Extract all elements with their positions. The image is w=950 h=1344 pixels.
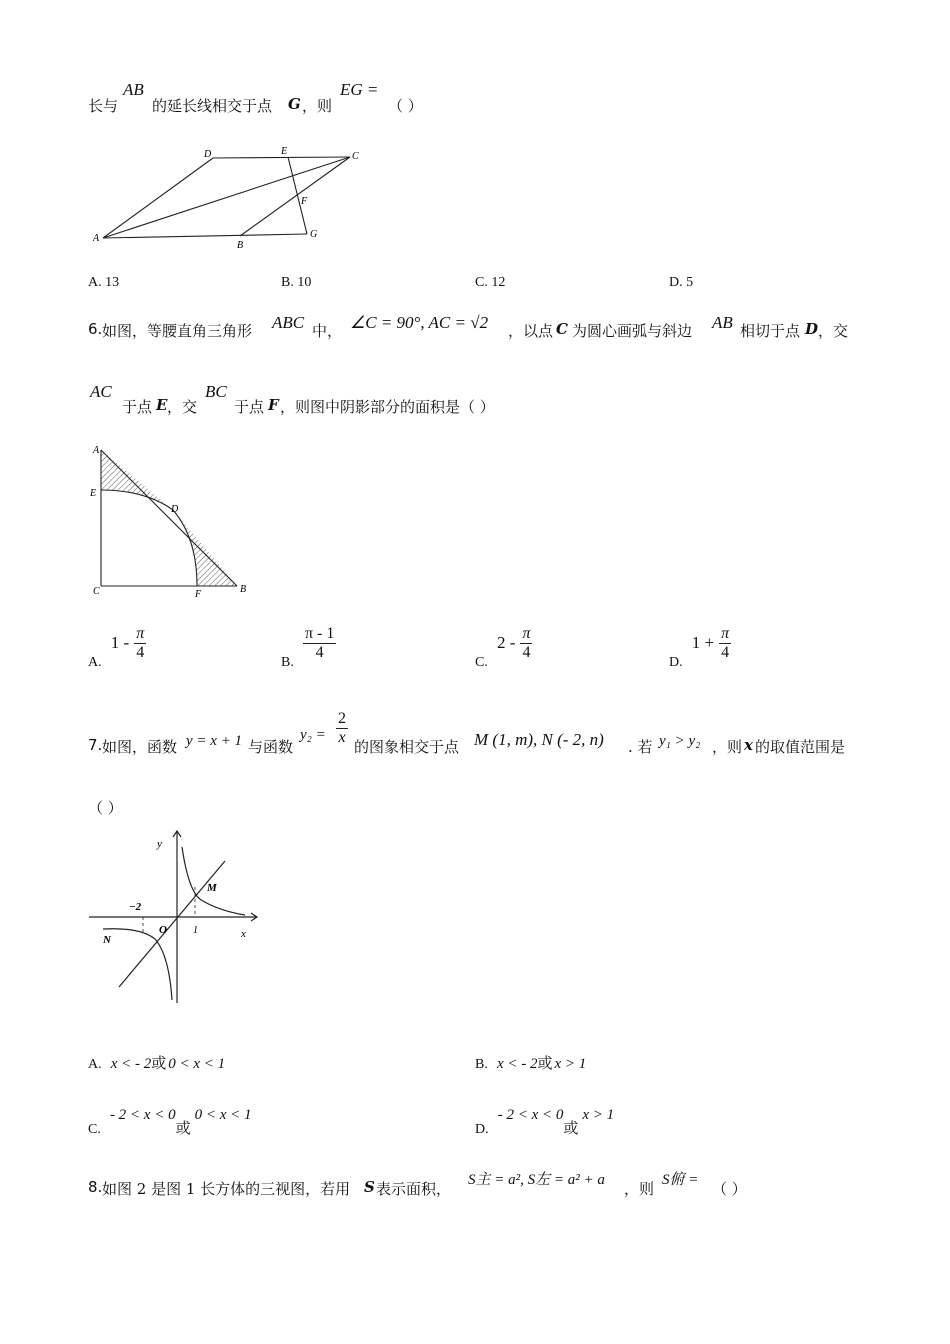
q7-option-b-label: B. [475, 1057, 488, 1072]
q6-point-c: C [556, 320, 568, 338]
q8-paren: （ ） [712, 1180, 747, 1198]
q7-label-y: y [157, 838, 162, 850]
q6-bc: BC [205, 382, 227, 401]
q7-option-a-or: 或 [151, 1054, 167, 1072]
q7-label-n: N [103, 934, 111, 946]
q7-option-b-part1: x < - 2 [496, 1056, 538, 1072]
q6-text-i: 于点 [234, 398, 265, 416]
q8-expression: S主 = a², S左 = a² + a [468, 1172, 605, 1188]
q5-option-a[interactable]: A. 13 [88, 275, 120, 290]
q5-label-a: A [93, 233, 100, 244]
q6-point-f: F [268, 396, 279, 414]
q7-option-d-part2: x > 1 [582, 1107, 615, 1123]
q7-option-d-label: D. [475, 1122, 489, 1137]
q6-text-h: ，交 [167, 398, 198, 416]
q5-ab: AB [123, 80, 144, 99]
q6-abc: ABC [272, 313, 305, 332]
q5-label-b: B [237, 240, 244, 251]
q6-option-a-fraction: $\frac{\pi}{4}$ [136, 625, 145, 661]
q5-option-b[interactable]: B. 10 [281, 275, 312, 290]
q6-point-d: D [805, 320, 819, 338]
q5-label-d: D [204, 149, 212, 160]
q6-text-g: 于点 [122, 398, 153, 416]
q8-text-c: ，则 [624, 1180, 655, 1198]
q8-s: S [364, 1178, 375, 1196]
q7-option-d-part1: - 2 < x < 0 [497, 1107, 564, 1123]
q6-point-e: E [156, 396, 168, 414]
q7-option-a-label: A. [88, 1057, 102, 1072]
q6-ab: AB [712, 313, 733, 332]
q6-label-b: B [240, 584, 247, 595]
q6-label-d: D [171, 504, 179, 515]
q7-option-b[interactable] [475, 1052, 586, 1073]
q5-paren: （ ） [388, 97, 423, 115]
q6-text-f: ，交 [818, 322, 849, 340]
q7-text-c: 的图象相交于点 [354, 738, 460, 756]
q6-option-d-pre: 1 + [691, 633, 715, 652]
q6-option-a-label: A. [88, 655, 102, 670]
q7-label-neg2: −2 [129, 901, 142, 913]
q7-points: M (1, m), N (- 2, n) [474, 730, 604, 749]
q6-option-b-fraction: $\frac{\pi - 1}{4}$ [304, 625, 335, 661]
q5-parallelogram-figure [85, 140, 375, 255]
q5-eg: EG = [340, 80, 379, 99]
q6-triangle-figure [85, 438, 255, 603]
q6-text-e: 相切于点 [740, 322, 801, 340]
q8-text-b: 表示面积， [376, 1180, 452, 1198]
q7-option-c-label: C. [88, 1122, 101, 1137]
q6-option-b[interactable] [281, 625, 336, 670]
q6-text-d: 为圆心画弧与斜边 [572, 322, 693, 340]
q5-line [88, 95, 118, 116]
q6-number: 6. [88, 320, 103, 338]
q7-paren: （ ） [88, 799, 123, 817]
q7-option-c-or: 或 [175, 1119, 191, 1137]
q6-text-b: 中， [312, 322, 343, 340]
q6-option-b-label: B. [281, 655, 294, 670]
q7-option-c-part1: - 2 < x < 0 [109, 1107, 176, 1123]
q7-x: x [744, 736, 753, 754]
q7-inequality: y₁ > y₂ [659, 733, 701, 749]
q7-text-d: . 若 [628, 738, 653, 756]
q7-text-b: 与函数 [248, 738, 294, 756]
q7-label-m: M [207, 882, 217, 894]
q6-ac: AC [90, 382, 112, 401]
q6-label-a: A [93, 445, 100, 456]
q8-s-top: S俯 = [662, 1172, 699, 1188]
q7-option-a-part2: 0 < x < 1 [168, 1056, 226, 1072]
q6-label-f: F [195, 589, 202, 600]
q7-label-x: x [241, 928, 246, 940]
q6-option-a[interactable] [88, 625, 146, 670]
q7-option-d[interactable] [475, 1103, 615, 1137]
q6-option-a-pre: 1 - [110, 633, 130, 652]
q6-label-c: C [93, 586, 100, 597]
q7-func1: y = x + 1 [186, 733, 243, 749]
q7-text-a: 如图，函数 [102, 738, 178, 756]
q5-option-d[interactable]: D. 5 [669, 275, 694, 290]
q7-option-d-or: 或 [563, 1119, 579, 1137]
q5-label-c: C [352, 151, 359, 162]
q6-option-d-fraction: $\frac{\pi}{4}$ [721, 625, 730, 661]
q6-option-d-label: D. [669, 655, 683, 670]
q7-label-o: O [159, 924, 167, 936]
q7-option-a[interactable] [88, 1052, 225, 1073]
q6-condition: ∠C = 90°, AC = √2 [350, 313, 489, 332]
q7-text-e: ，则 [712, 738, 743, 756]
q5-label-e: E [281, 146, 288, 157]
q6-label-e: E [90, 488, 97, 499]
q5-label-f: F [301, 196, 308, 207]
q5-point-g: G [288, 95, 301, 113]
q6-text-j: ，则图中阴影部分的面积是（ ） [280, 398, 495, 416]
q7-y2: y₂ = [300, 727, 326, 743]
q8-number: 8. [88, 1178, 103, 1196]
q7-label-one: 1 [193, 925, 198, 936]
q6-text-c: ，以点 [508, 322, 554, 340]
q7-option-b-or: 或 [537, 1054, 553, 1072]
q6-option-d[interactable] [669, 625, 731, 670]
q5-text-c: ，则 [302, 97, 333, 115]
q7-option-b-part2: x > 1 [554, 1056, 587, 1072]
q6-option-c[interactable] [475, 625, 532, 670]
q6-option-c-label: C. [475, 655, 488, 670]
q6-option-c-fraction: $\frac{\pi}{4}$ [522, 625, 531, 661]
q6-option-c-pre: 2 - [496, 633, 516, 652]
q5-option-c[interactable]: C. 12 [475, 275, 506, 290]
q6-text-a: 如图，等腰直角三角形 [102, 322, 253, 340]
q8-text-a: 如图 2 是图 1 长方体的三视图，若用 [102, 1180, 351, 1198]
q7-fraction: $\frac{2}{x}$ [338, 710, 346, 746]
q5-label-g: G [310, 229, 318, 240]
q5-text-b: 的延长线相交于点 [152, 97, 273, 115]
q7-graph-figure [85, 825, 265, 1010]
q7-text-f: 的取值范围是 [755, 738, 846, 756]
q7-option-c-part2: 0 < x < 1 [194, 1107, 252, 1123]
q7-number: 7. [88, 736, 103, 754]
q7-option-c[interactable] [88, 1103, 252, 1137]
q7-option-a-part1: x < - 2 [110, 1056, 152, 1072]
q5-text: 长与 [88, 97, 119, 115]
